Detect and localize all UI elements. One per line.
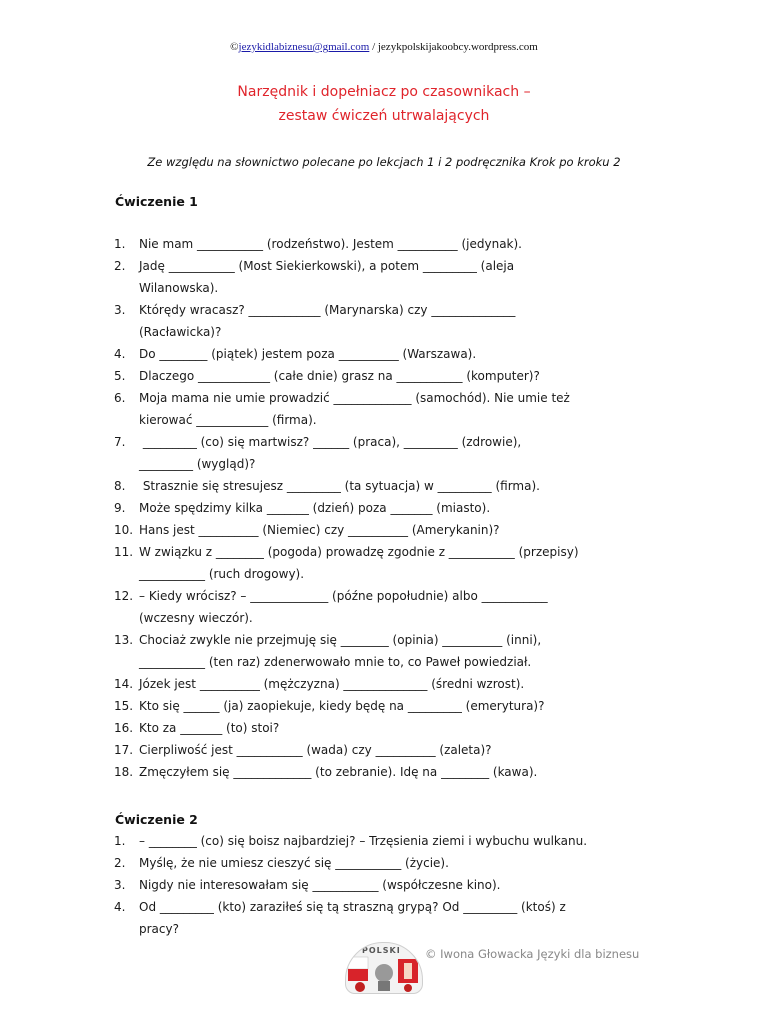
item-line: Jadę ___________ (Most Siekierkowski), a potem _________ (aleja: [139, 259, 515, 273]
item-text: [139, 896, 639, 940]
item-number: 10.: [114, 523, 134, 537]
list-item: [0, 673, 768, 695]
list-item: [0, 761, 768, 783]
item-number: 14.: [114, 677, 134, 691]
list-item: [0, 519, 768, 541]
list-item: [0, 896, 768, 940]
item-number: 5.: [114, 369, 126, 383]
exercise-2-heading: Ćwiczenie 2: [115, 812, 198, 827]
item-text: [139, 585, 639, 629]
item-line: Hans jest __________ (Niemiec) czy __________ (Amerykanin)?: [139, 523, 500, 537]
list-item: [0, 299, 768, 343]
item-number: 7.: [114, 435, 126, 449]
item-text: [139, 541, 639, 585]
item-number: 15.: [114, 699, 134, 713]
item-number: 3.: [114, 878, 126, 892]
item-number: 11.: [114, 545, 134, 559]
list-item: [0, 739, 768, 761]
item-text: [139, 739, 639, 761]
item-number: 13.: [114, 633, 134, 647]
item-line: W związku z ________ (pogoda) prowadzę zgodnie z ___________ (przepisy): [139, 545, 579, 559]
item-text: [139, 299, 639, 343]
item-text: [139, 519, 639, 541]
list-item: [0, 255, 768, 299]
item-number: 4.: [114, 900, 126, 914]
list-item: [0, 585, 768, 629]
item-line: Moja mama nie umie prowadzić _____________ (samochód). Nie umie też: [139, 391, 570, 405]
list-item: [0, 233, 768, 255]
item-text: [139, 673, 639, 695]
list-item: [0, 343, 768, 365]
item-line: Dlaczego ____________ (całe dnie) grasz na ___________ (komputer)?: [139, 369, 540, 383]
item-line: (wczesny wieczór).: [139, 611, 253, 625]
copyright-symbol: ©: [230, 41, 239, 53]
item-line: _________ (co) się martwisz? ______ (praca), _________ (zdrowie),: [139, 435, 522, 449]
item-number: 17.: [114, 743, 134, 757]
list-item: [0, 874, 768, 896]
item-number: 1.: [114, 237, 126, 251]
list-item: [0, 830, 768, 852]
item-text: [139, 830, 639, 852]
item-number: 9.: [114, 501, 126, 515]
item-number: 1.: [114, 834, 126, 848]
list-item: [0, 365, 768, 387]
list-item: [0, 475, 768, 497]
item-line: Strasznie się stresujesz _________ (ta sytuacja) w _________ (firma).: [139, 479, 540, 493]
item-line: Nie mam ___________ (rodzeństwo). Jestem __________ (jedynak).: [139, 237, 522, 251]
list-item: [0, 497, 768, 519]
item-text: [139, 387, 639, 431]
logo-text: POLSKI: [362, 946, 401, 955]
item-number: 3.: [114, 303, 126, 317]
exercise-1-heading: Ćwiczenie 1: [115, 194, 198, 209]
exercise-1-list: [0, 233, 768, 783]
item-line: Do ________ (piątek) jestem poza __________ (Warszawa).: [139, 347, 477, 361]
item-line: ___________ (ten raz) zdenerwowało mnie to, co Paweł powiedział.: [139, 655, 532, 669]
item-line: Kto się ______ (ja) zaopiekuje, kiedy będę na _________ (emerytura)?: [139, 699, 545, 713]
item-text: [139, 475, 639, 497]
item-line: Józek jest __________ (mężczyzna) ______________ (średni wzrost).: [139, 677, 525, 691]
item-number: 2.: [114, 856, 126, 870]
item-line: – ________ (co) się boisz najbardziej? – Trzęsienia ziemi i wybuchu wulkanu.: [139, 834, 588, 848]
item-line: Cierpliwość jest ___________ (wada) czy __________ (zaleta)?: [139, 743, 492, 757]
list-item: [0, 695, 768, 717]
logo: [345, 942, 423, 994]
item-line: Nigdy nie interesowałam się ___________ (współczesne kino).: [139, 878, 501, 892]
item-number: 16.: [114, 721, 134, 735]
item-text: [139, 343, 639, 365]
item-text: [139, 365, 639, 387]
item-text: [139, 717, 639, 739]
list-item: [0, 431, 768, 475]
item-line: Od _________ (kto) zaraziłeś się tą straszną grypą? Od _________ (ktoś) z: [139, 900, 566, 914]
list-item: [0, 717, 768, 739]
footer-copyright: © Iwona Głowacka Języki dla biznesu: [425, 947, 640, 961]
list-item: [0, 387, 768, 431]
item-text: [139, 629, 639, 673]
title-line-2: zestaw ćwiczeń utrwalających: [278, 108, 490, 124]
list-item: [0, 629, 768, 673]
footer: [345, 942, 675, 992]
item-line: (Racławicka)?: [139, 325, 222, 339]
item-text: [139, 761, 639, 783]
item-text: [139, 695, 639, 717]
exercise-2-list: [0, 830, 768, 940]
subtitle: Ze względu na słownictwo polecane po lekcjach 1 i 2 podręcznika Krok po kroku 2: [147, 155, 621, 169]
item-line: Chociaż zwykle nie przejmuję się ________ (opinia) __________ (inni),: [139, 633, 542, 647]
website-text: / jezykpolskijakoobcy.wordpress.com: [369, 41, 538, 53]
item-number: 6.: [114, 391, 126, 405]
item-text: [139, 233, 639, 255]
item-line: Kto za _______ (to) stoi?: [139, 721, 280, 735]
item-number: 18.: [114, 765, 134, 779]
item-text: [139, 255, 639, 299]
item-line: ___________ (ruch drogowy).: [139, 567, 305, 581]
item-text: [139, 431, 639, 475]
title-line-1: Narzędnik i dopełniacz po czasownikach –: [237, 84, 531, 100]
item-line: – Kiedy wrócisz? – _____________ (późne popołudnie) albo ___________: [139, 589, 548, 603]
item-number: 8.: [114, 479, 126, 493]
item-line: kierować ____________ (firma).: [139, 413, 317, 427]
item-line: Myślę, że nie umiesz cieszyć się ___________ (życie).: [139, 856, 449, 870]
item-text: [139, 874, 639, 896]
list-item: [0, 541, 768, 585]
item-number: 4.: [114, 347, 126, 361]
list-item: [0, 852, 768, 874]
item-line: _________ (wygląd)?: [139, 457, 256, 471]
item-line: Może spędzimy kilka _______ (dzień) poza _______ (miasto).: [139, 501, 491, 515]
item-line: Zmęczyłem się _____________ (to zebranie). Idę na ________ (kawa).: [139, 765, 538, 779]
item-text: [139, 852, 639, 874]
header-line: [0, 41, 768, 53]
item-number: 2.: [114, 259, 126, 273]
email-link[interactable]: jezykidlabiznesu@gmail.com: [238, 41, 370, 53]
item-text: [139, 497, 639, 519]
item-line: pracy?: [139, 922, 179, 936]
item-number: 12.: [114, 589, 134, 603]
item-line: Którędy wracasz? ____________ (Marynarska) czy ______________: [139, 303, 516, 317]
item-line: Wilanowska).: [139, 281, 219, 295]
